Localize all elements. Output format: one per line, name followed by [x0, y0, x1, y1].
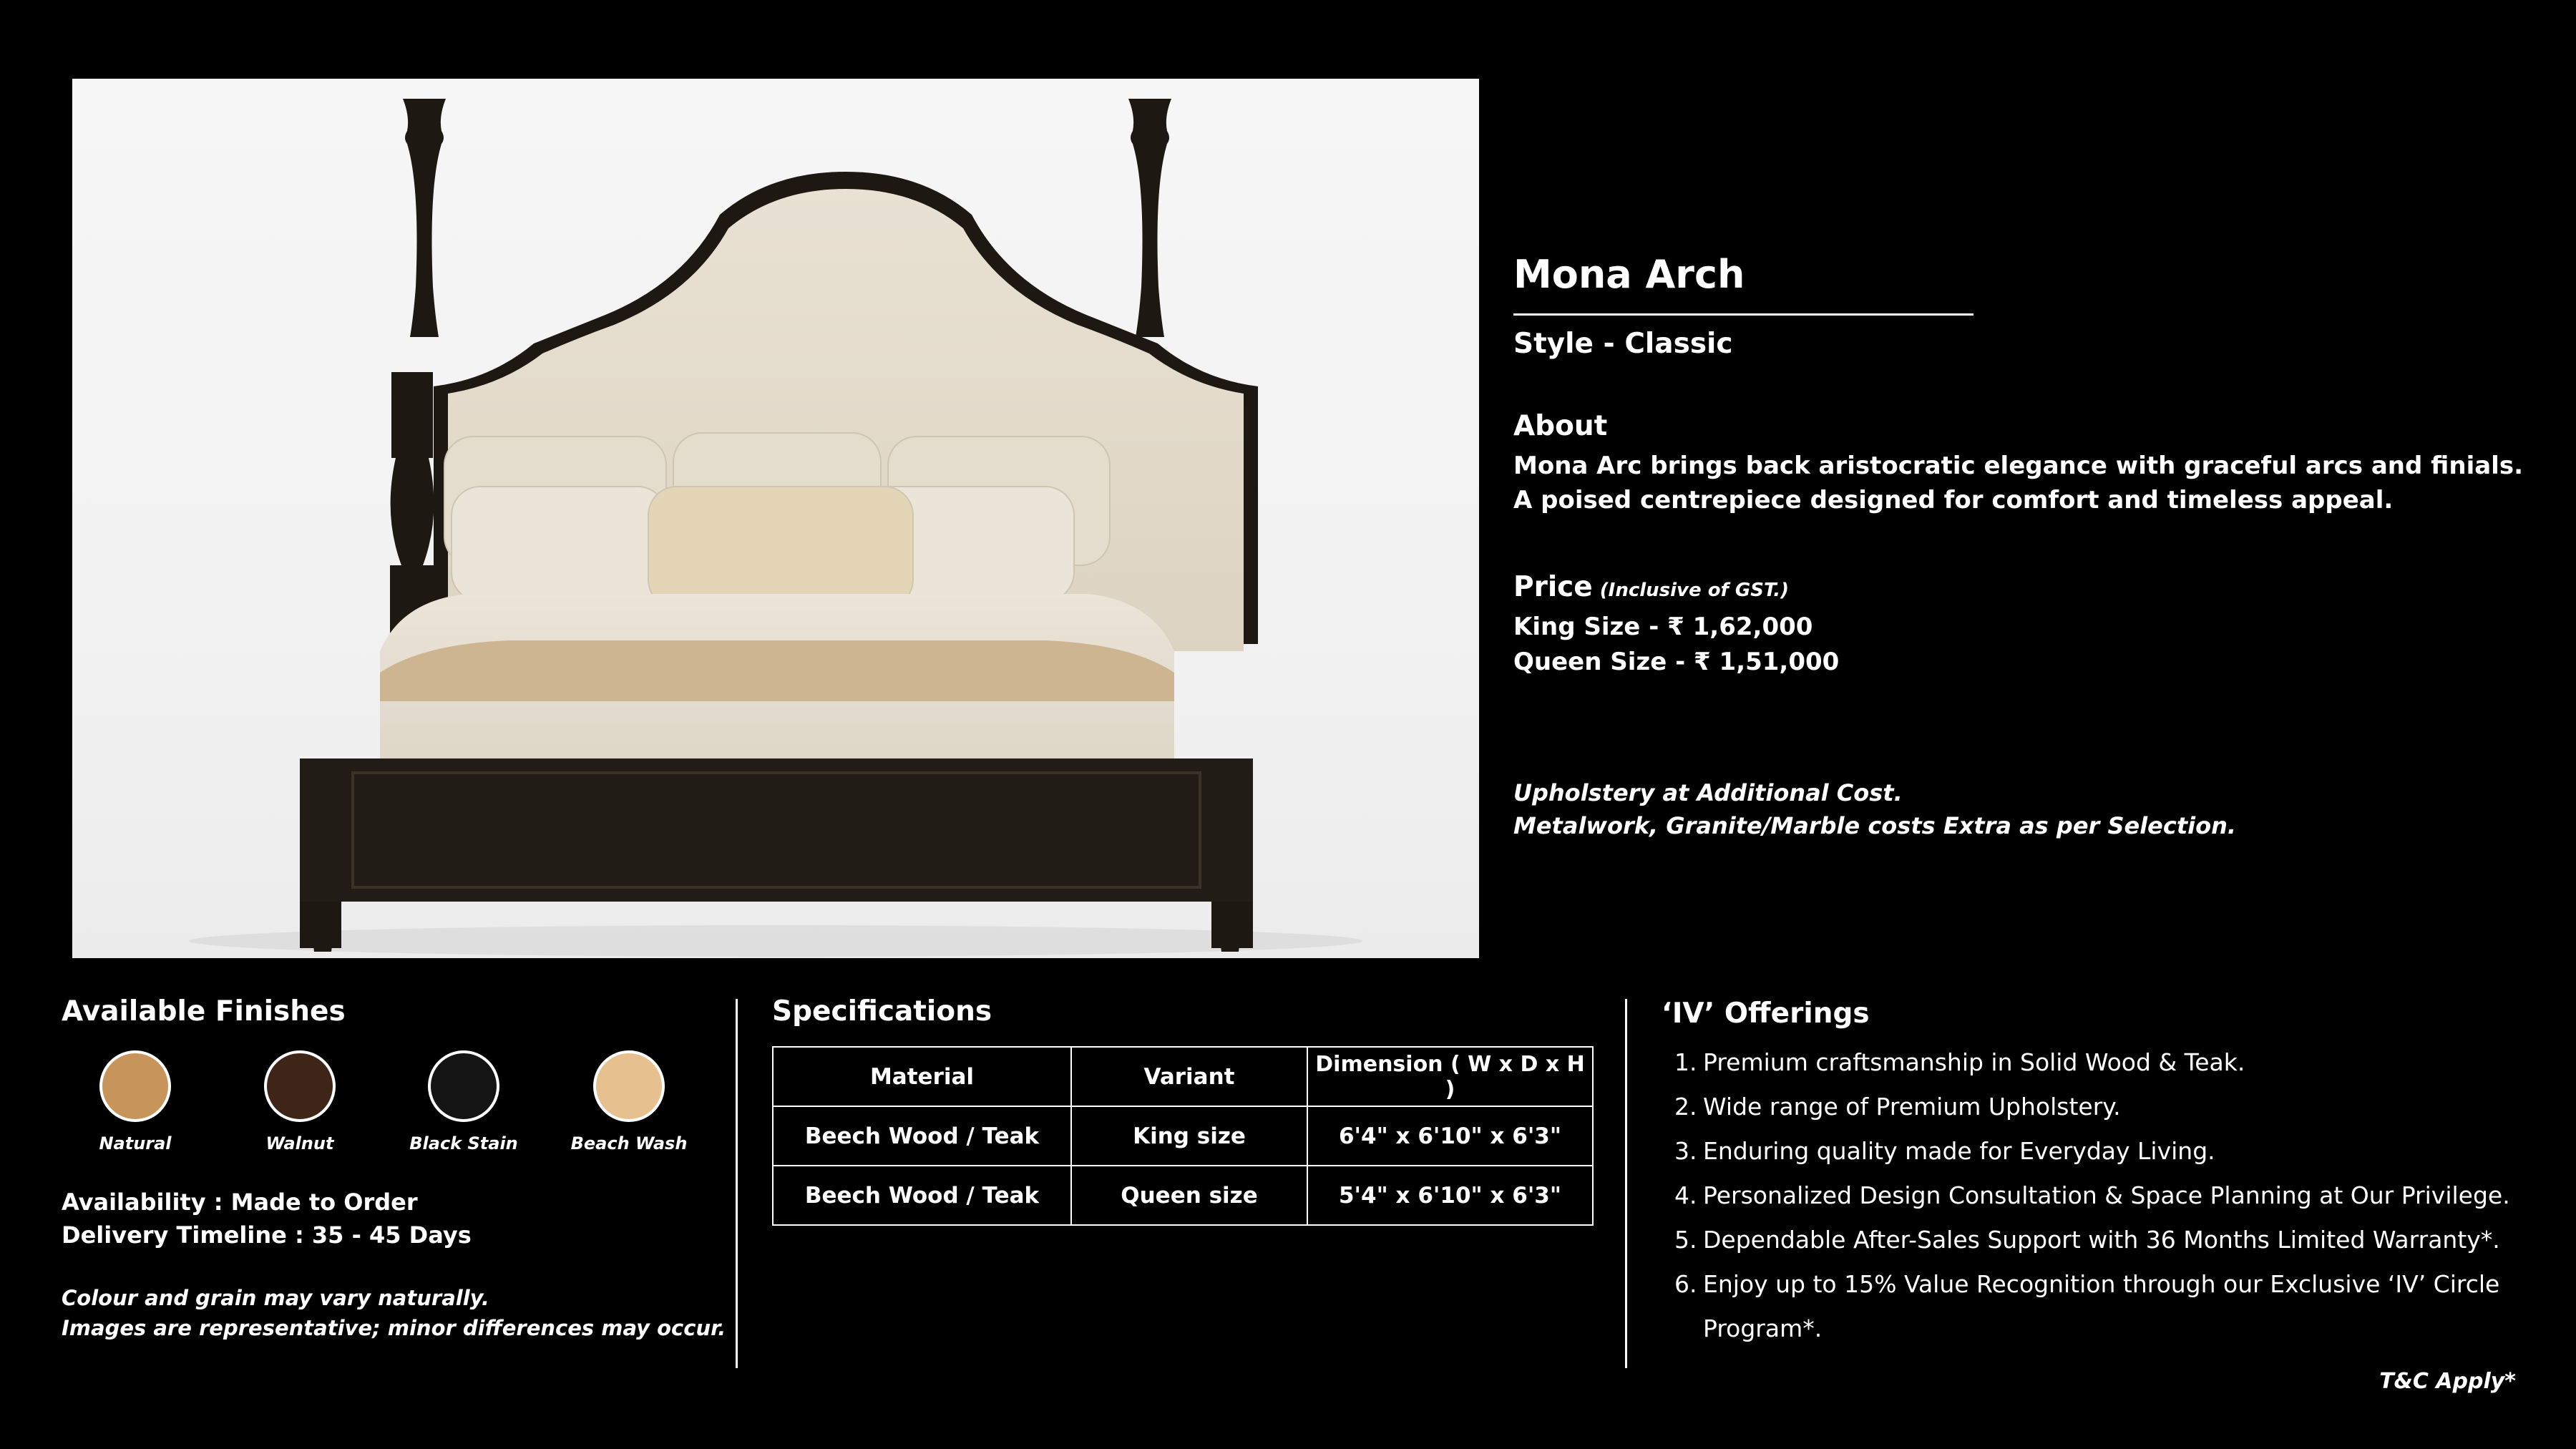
col-material: Material	[773, 1047, 1071, 1106]
disclaimer	[62, 1283, 726, 1343]
table-row	[773, 1166, 1593, 1225]
about-heading: About	[1513, 410, 1608, 442]
upholstery-note: Upholstery at Additional Cost.	[1513, 779, 1903, 806]
cell-material: Beech Wood / Teak	[773, 1166, 1071, 1225]
cell-dimension: 5'4" x 6'10" x 6'3"	[1307, 1166, 1593, 1225]
item-number: 4.	[1674, 1181, 1697, 1209]
disclaimer-line-2: Images are representative; minor differences may occur.	[62, 1316, 726, 1340]
col-variant: Variant	[1071, 1047, 1307, 1106]
item-text: Premium craftsmanship in Solid Wood & Teak.	[1703, 1048, 2245, 1076]
finishes-heading: Available Finishes	[62, 995, 346, 1028]
divider-right	[1625, 999, 1627, 1368]
price-label: Price	[1513, 571, 1593, 603]
finish-natural[interactable]	[53, 1050, 218, 1153]
list-item	[1674, 1262, 2547, 1351]
cost-notes	[1513, 776, 2236, 842]
product-image	[72, 79, 1479, 958]
item-text: Dependable After-Sales Support with 36 Months Limited Warranty*.	[1703, 1226, 2500, 1254]
product-style: Style - Classic	[1513, 328, 1733, 360]
cell-variant: King size	[1071, 1106, 1307, 1166]
list-item	[1674, 1218, 2547, 1262]
price-list	[1513, 610, 1839, 680]
price-queen: Queen Size - ₹ 1,51,000	[1513, 648, 1840, 676]
terms-note: T&C Apply*	[2379, 1369, 2516, 1394]
finish-name: Natural	[99, 1133, 172, 1153]
about-text	[1513, 449, 2544, 517]
cell-dimension: 6'4" x 6'10" x 6'3"	[1307, 1106, 1593, 1166]
finish-walnut[interactable]	[218, 1050, 382, 1153]
about-line-1: Mona Arc brings back aristocratic elegance with graceful arcs and finials.	[1513, 452, 2523, 480]
finish-black-stain[interactable]	[381, 1050, 546, 1153]
finish-name: Walnut	[265, 1133, 334, 1153]
item-text: Enduring quality made for Everyday Living.	[1703, 1137, 2215, 1165]
item-number: 6.	[1674, 1270, 1697, 1298]
finish-swatch	[264, 1050, 336, 1122]
price-king: King Size - ₹ 1,62,000	[1513, 613, 1813, 641]
offerings-heading: ‘IV’ Offerings	[1662, 997, 1870, 1030]
finish-name: Black Stain	[409, 1133, 518, 1153]
item-text: Enjoy up to 15% Value Recognition through our Exclusive ‘IV’ Circle Program*.	[1703, 1270, 2500, 1342]
availability-info	[62, 1186, 472, 1252]
offerings-list	[1674, 1040, 2547, 1351]
finish-swatch	[99, 1050, 171, 1122]
price-heading	[1513, 571, 1789, 603]
cell-material: Beech Wood / Teak	[773, 1106, 1071, 1166]
item-number: 3.	[1674, 1137, 1697, 1165]
availability: Availability : Made to Order	[62, 1189, 418, 1216]
item-number: 5.	[1674, 1226, 1697, 1254]
finish-name: Beach Wash	[570, 1133, 688, 1153]
table-row	[773, 1106, 1593, 1166]
divider-left	[736, 999, 738, 1368]
price-tax-note: (Inclusive of GST.)	[1599, 580, 1790, 601]
specs-table	[772, 1046, 1594, 1226]
list-item	[1674, 1040, 2547, 1085]
item-number: 2.	[1674, 1093, 1697, 1121]
list-item	[1674, 1085, 2547, 1129]
cell-variant: Queen size	[1071, 1166, 1307, 1225]
list-item	[1674, 1174, 2547, 1218]
title-underline	[1513, 313, 1974, 316]
disclaimer-line-1: Colour and grain may vary naturally.	[62, 1286, 489, 1310]
specs-heading: Specifications	[772, 995, 992, 1028]
list-item	[1674, 1129, 2547, 1174]
finish-swatch	[593, 1050, 665, 1122]
finish-swatch	[428, 1050, 499, 1122]
about-line-2: A poised centrepiece designed for comfort and timeless appeal.	[1513, 486, 2394, 514]
bed-illustration	[72, 79, 1479, 958]
item-number: 1.	[1674, 1048, 1697, 1076]
table-header-row	[773, 1047, 1593, 1106]
metalwork-note: Metalwork, Granite/Marble costs Extra as per Selection.	[1513, 812, 2237, 839]
finish-beach-wash[interactable]	[547, 1050, 711, 1153]
col-dimension: Dimension ( W x D x H )	[1307, 1047, 1593, 1106]
product-title: Mona Arch	[1513, 252, 1745, 297]
delivery-timeline: Delivery Timeline : 35 - 45 Days	[62, 1221, 472, 1249]
item-text: Personalized Design Consultation & Space Planning at Our Privilege.	[1703, 1181, 2510, 1209]
item-text: Wide range of Premium Upholstery.	[1703, 1093, 2121, 1121]
